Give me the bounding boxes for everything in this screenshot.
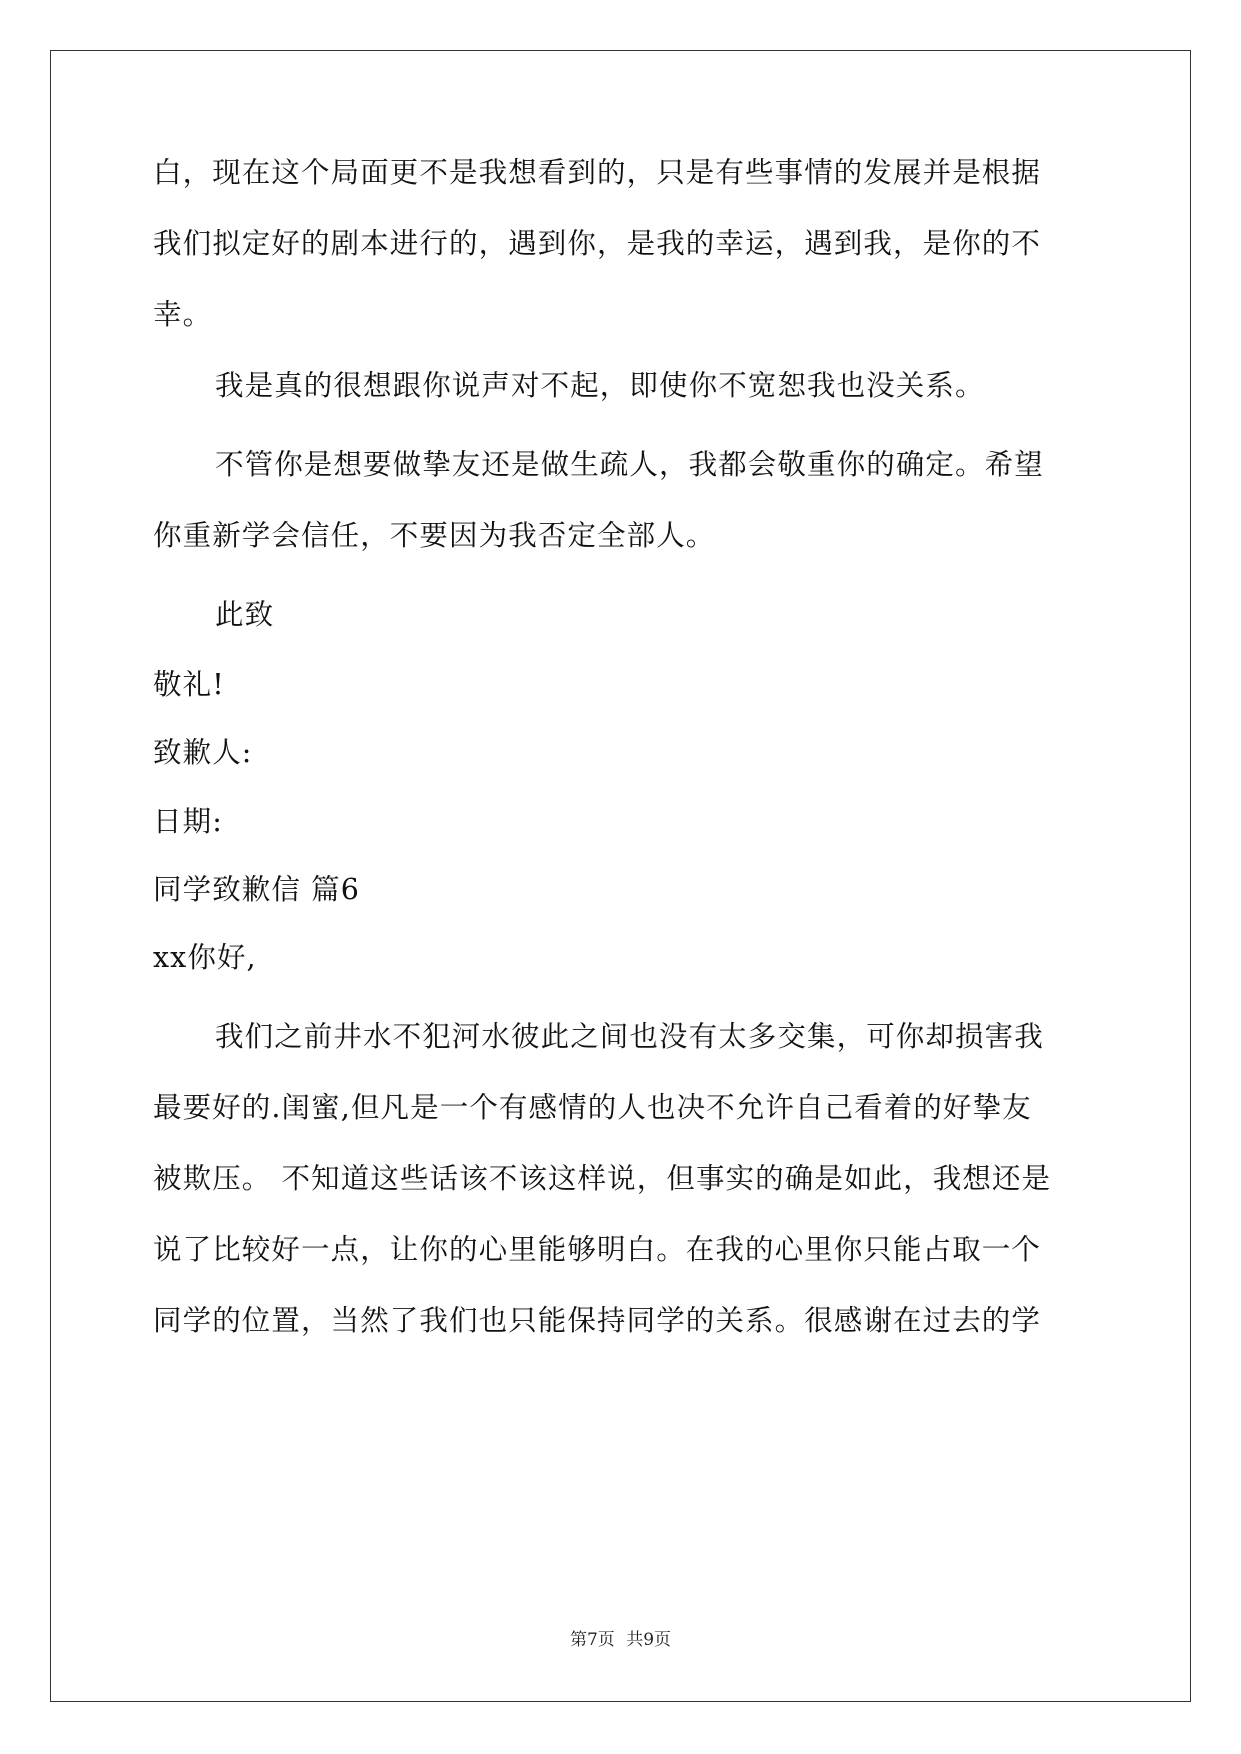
text-line: 你重新学会信任，不要因为我否定全部人。	[153, 519, 716, 552]
text-line: 幸。	[153, 298, 213, 331]
signature-label: 致歉人:	[153, 736, 253, 769]
greeting: xx你好,	[153, 941, 257, 974]
text-line: 白，现在这个局面更不是我想看到的，只是有些事情的发展并是根据	[153, 156, 1042, 189]
text-line: 同学的位置，当然了我们也只能保持同学的关系。很感谢在过去的学	[153, 1304, 1042, 1337]
text-line: 最要好的.闺蜜,但凡是一个有感情的人也决不允许自己看着的好挚友	[153, 1091, 1032, 1124]
section-heading: 同学致歉信 篇6	[153, 873, 360, 906]
page-number: 第7页	[569, 1630, 615, 1650]
date-label: 日期:	[153, 805, 223, 838]
text-line: 说了比较好一点，让你的心里能够明白。在我的心里你只能占取一个	[153, 1233, 1042, 1266]
closing-regards: 敬礼!	[153, 668, 225, 701]
text-line: 我是真的很想跟你说声对不起，即使你不宽恕我也没关系。	[215, 369, 985, 402]
text-line: 被欺压。 不知道这些话该不该这样说，但事实的确是如此，我想还是	[153, 1162, 1052, 1195]
closing-salutation: 此致	[215, 598, 275, 631]
page-footer	[0, 1628, 1241, 1652]
text-line: 我们之前井水不犯河水彼此之间也没有太多交集，可你却损害我	[215, 1020, 1044, 1053]
page-total: 共9页	[626, 1630, 672, 1650]
text-line: 我们拟定好的剧本进行的，遇到你，是我的幸运，遇到我，是你的不	[153, 227, 1042, 260]
text-line: 不管你是想要做挚友还是做生疏人，我都会敬重你的确定。希望	[215, 448, 1044, 481]
